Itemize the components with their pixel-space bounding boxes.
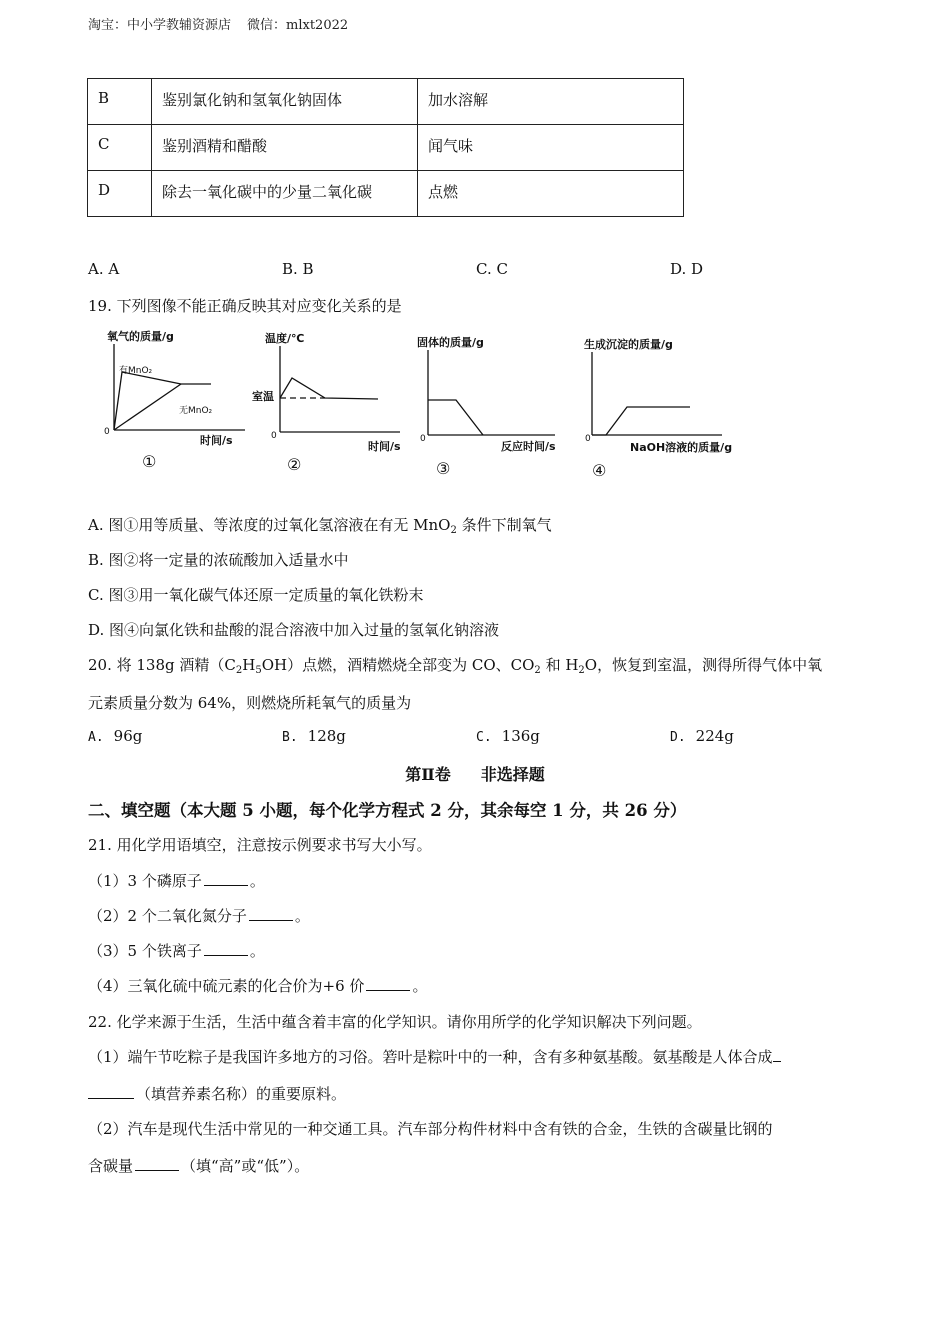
- answer-blank-start[interactable]: [773, 1049, 781, 1062]
- subscript: 2: [235, 665, 243, 676]
- q19-option-a-text: A. 图①用等质量、等浓度的过氧化氢溶液在有无 MnO: [88, 516, 451, 534]
- q20-stem: [88, 654, 822, 675]
- option-label: A.: [88, 730, 104, 745]
- q19-stem: 19. 下列图像不能正确反映其对应变化关系的是: [88, 297, 402, 315]
- graph-4-xlabel: NaOH溶液的质量/g: [630, 441, 733, 454]
- q22-stem: 22. 化学来源于生活，生活中蕴含着丰富的化学知识。请你用所学的化学知识解决下列问题。: [88, 1013, 702, 1031]
- q21-item-1: [88, 870, 265, 891]
- q21-item-3: [88, 940, 265, 961]
- q22-part1-text-end: （填营养素名称）的重要原料。: [136, 1085, 347, 1103]
- answer-blank[interactable]: [204, 873, 248, 886]
- shop-name: 淘宝：中小学教辅资源店: [88, 18, 232, 33]
- q20-text: O，恢复到室温，测得所得气体中氧: [584, 656, 823, 674]
- period: 。: [249, 872, 265, 890]
- graph-3-origin: 0: [420, 434, 426, 444]
- q21-item-text: （4）三氧化硫中硫元素的化合价为+6 价: [88, 977, 365, 995]
- table-cell-method: 加水溶解: [418, 79, 684, 125]
- graph-3-ylabel: 固体的质量/g: [417, 336, 484, 349]
- section-title: [0, 762, 950, 785]
- q22-part2-line1: （2）汽车是现代生活中常见的一种交通工具。汽车部分构件材料中含有铁的合金，生铁的含碳量比钢的: [88, 1120, 773, 1138]
- q20-option-d: [670, 727, 734, 745]
- q22-part2-text: 含碳量: [88, 1157, 134, 1175]
- q21-item-text: （1）3 个磷原子: [88, 872, 202, 890]
- period: 。: [294, 907, 310, 925]
- q19-option-a-text-end: 条件下制氧气: [456, 516, 552, 534]
- graph-1-line-with-catalyst: [114, 372, 211, 430]
- table-cell-purpose: 除去一氧化碳中的少量二氧化碳: [152, 171, 418, 217]
- q22-part1-line1: [88, 1046, 781, 1067]
- q20-text: H: [242, 656, 256, 674]
- option-value: 128g: [307, 727, 346, 745]
- table-cell-key: D: [88, 171, 152, 217]
- period: 。: [412, 977, 428, 995]
- q21-item-text: （2）2 个二氧化氮分子: [88, 907, 247, 925]
- section-name: 非选择题: [480, 765, 545, 784]
- q19-option-a: [88, 514, 552, 535]
- graph-4: [584, 337, 732, 480]
- q20-option-a: [88, 727, 142, 745]
- answer-blank[interactable]: [249, 908, 293, 921]
- subscript: 2: [578, 665, 585, 676]
- table-row: [88, 171, 684, 217]
- q22-part1-text: （1）端午节吃粽子是我国许多地方的习俗。箬叶是粽叶中的一种，含有多种氨基酸。氨基酸是人体合成: [88, 1048, 773, 1066]
- q21-item-text: （3）5 个铁离子: [88, 942, 202, 960]
- q21-stem: 21. 用化学用语填空，注意按示例要求书写大小写。: [88, 836, 432, 854]
- graph-3-line: [428, 400, 483, 435]
- q20-text: OH）点燃，酒精燃烧全部变为 CO、CO: [261, 656, 535, 674]
- q19-option-d: D. 图④向氯化铁和盐酸的混合溶液中加入过量的氢氧化钠溶液: [88, 621, 500, 639]
- q20-stem-line2: 元素质量分数为 64%，则燃烧所耗氧气的质量为: [88, 694, 412, 712]
- table-cell-purpose: 鉴别氯化钠和氢氧化钠固体: [152, 79, 418, 125]
- graph-1-line-without-catalyst: [114, 384, 181, 430]
- graph-3-number: ③: [436, 459, 451, 478]
- graph-4-origin: 0: [585, 434, 591, 444]
- page-header: [88, 14, 348, 33]
- q19-option-c: C. 图③用一氧化碳气体还原一定质量的氧化铁粉末: [88, 586, 424, 604]
- graph-4-line: [592, 407, 690, 435]
- q20-text: 和 H: [540, 656, 579, 674]
- option-label: C.: [476, 730, 492, 745]
- table-cell-method: 闻气味: [418, 125, 684, 171]
- option-value: 96g: [113, 727, 143, 745]
- section-part: 第Ⅱ卷: [405, 765, 451, 784]
- q18-option-b: B. B: [282, 260, 314, 278]
- part2-title: 二、填空题（本大题 5 小题，每个化学方程式 2 分，其余每空 1 分，共 26 分）: [88, 801, 687, 820]
- answer-blank[interactable]: [88, 1086, 134, 1099]
- q20-option-c: [476, 727, 540, 745]
- graph-2-xlabel: 时间/s: [368, 440, 401, 453]
- table-row: [88, 125, 684, 171]
- q19-option-b: B. 图②将一定量的浓硫酸加入适量水中: [88, 551, 349, 569]
- graph-2-room-temp: 室温: [252, 390, 274, 403]
- subscript: 2: [450, 525, 457, 536]
- graph-3-xlabel: 反应时间/s: [501, 440, 556, 453]
- graph-2-line: [280, 378, 378, 399]
- option-value: 136g: [501, 727, 540, 745]
- graph-1: [104, 329, 245, 471]
- q20-option-b: [282, 727, 346, 745]
- q22-part2-line2: [88, 1155, 309, 1176]
- table-cell-method: 点燃: [418, 171, 684, 217]
- option-label: B.: [282, 730, 298, 745]
- option-value: 224g: [695, 727, 734, 745]
- table-cell-key: C: [88, 125, 152, 171]
- table-cell-purpose: 鉴别酒精和醋酸: [152, 125, 418, 171]
- q18-option-d: D. D: [670, 260, 704, 278]
- answer-blank[interactable]: [366, 978, 410, 991]
- q22-part1-line2: [88, 1083, 346, 1104]
- graph-1-origin: 0: [104, 427, 110, 437]
- graph-3: [417, 335, 556, 478]
- q20-text: 20. 将 138g 酒精（C: [88, 656, 236, 674]
- graph-4-number: ④: [592, 461, 607, 480]
- experiment-table: [87, 78, 684, 217]
- table-row: [88, 79, 684, 125]
- option-label: D.: [670, 730, 686, 745]
- graph-1-label-without: 无MnO₂: [179, 406, 213, 416]
- graph-4-ylabel: 生成沉淀的质量/g: [584, 338, 673, 351]
- graph-2-number: ②: [287, 455, 302, 474]
- graph-2: [252, 331, 401, 474]
- q19-figures: [95, 320, 755, 490]
- q19-graphs-svg: [95, 320, 755, 490]
- q21-item-2: [88, 905, 310, 926]
- q22-part2-text-end: （填“高”或“低”）。: [181, 1157, 310, 1175]
- subscript: 5: [255, 665, 262, 676]
- q18-option-c: C. C: [476, 260, 508, 278]
- graph-1-ylabel: 氧气的质量/g: [107, 330, 174, 343]
- answer-blank[interactable]: [135, 1158, 179, 1171]
- graph-1-label-with: 有MnO₂: [119, 366, 153, 376]
- period: 。: [249, 942, 265, 960]
- table-cell-key: B: [88, 79, 152, 125]
- subscript: 2: [534, 665, 541, 676]
- graph-2-origin: 0: [271, 431, 277, 441]
- q21-item-4: [88, 975, 427, 996]
- graph-1-number: ①: [142, 452, 157, 471]
- q18-option-a: A. A: [88, 260, 120, 278]
- graph-1-xlabel: 时间/s: [200, 434, 233, 447]
- answer-blank[interactable]: [204, 943, 248, 956]
- wechat-id: 微信：mlxt2022: [247, 18, 349, 33]
- graph-2-ylabel: 温度/℃: [265, 332, 305, 345]
